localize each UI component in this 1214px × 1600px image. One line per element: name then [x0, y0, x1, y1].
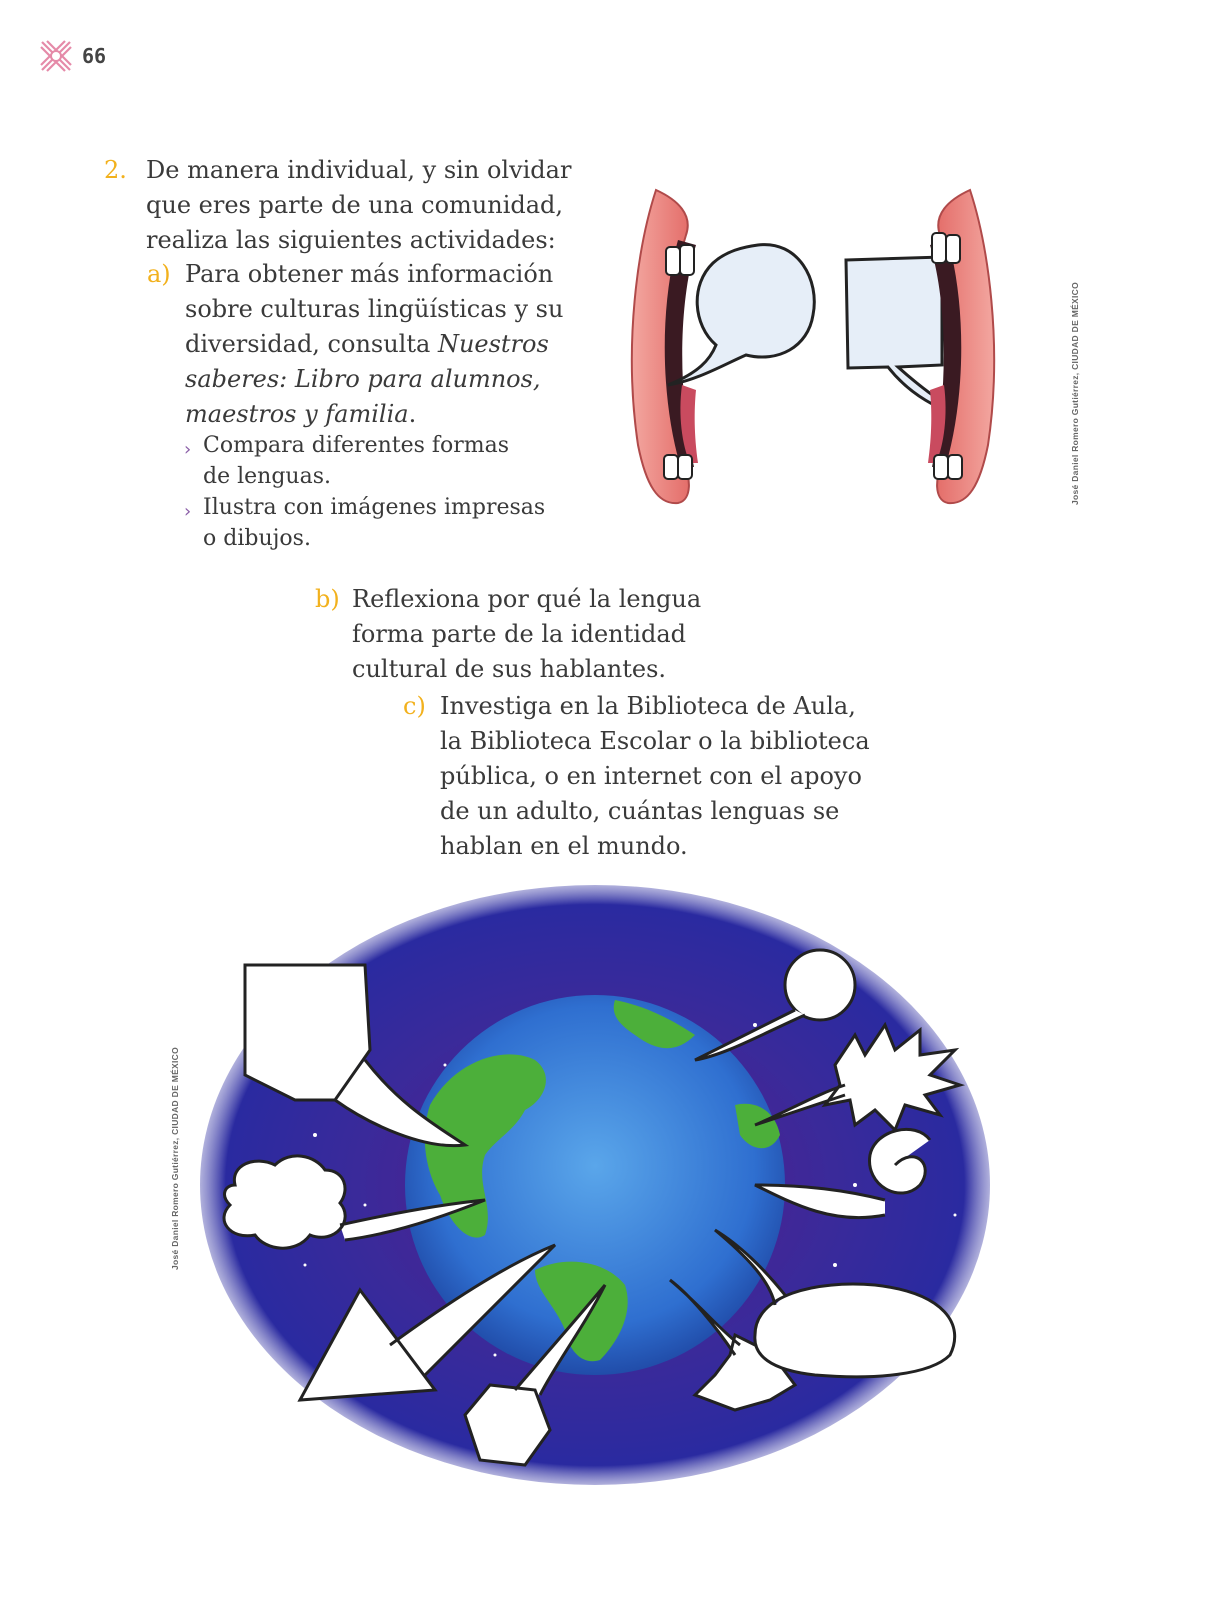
activity-number: 2. [104, 156, 127, 184]
item-c-line: de un adulto, cuántas lenguas se [440, 797, 840, 825]
pink-flower-logo-icon [38, 38, 74, 74]
item-a-line [185, 397, 563, 432]
item-a-line: Para obtener más información [185, 260, 554, 288]
activity-intro [146, 153, 571, 258]
mouths-illustration [598, 185, 1068, 515]
item-c-text [440, 689, 870, 864]
bullet-icon: › [184, 501, 192, 522]
book-title: saberes: Libro para alumnos, [185, 365, 541, 393]
globe-credit: José Daniel Romero Gutiérrez, CIUDAD DE MÉXICO [170, 1046, 180, 1270]
book-title: maestros y familia [185, 400, 409, 428]
item-b-line: Reflexiona por qué la lengua [352, 585, 702, 613]
globe-illustration [195, 885, 995, 1485]
bullet-icon: › [184, 439, 192, 460]
intro-line: que eres parte de una comunidad, [146, 191, 564, 219]
item-c-line: pública, o en internet con el apoyo [440, 762, 862, 790]
item-b-line: forma parte de la identidad [352, 620, 686, 648]
item-c-line: hablan en el mundo. [440, 832, 688, 860]
item-a-marker: a) [147, 260, 171, 288]
left-mouth-icon [632, 190, 698, 503]
item-a-period: . [408, 400, 417, 428]
item-a-line [185, 362, 563, 397]
small-round-bubble-icon [785, 950, 855, 1020]
bullet-item [203, 430, 509, 492]
book-title: Nuestros [437, 330, 549, 358]
bullet-line: o dibujos. [203, 526, 311, 551]
mouths-credit: José Daniel Romero Gutiérrez, CIUDAD DE MÉXICO [1070, 281, 1080, 505]
item-a-text [185, 257, 563, 432]
item-b-marker: b) [315, 585, 340, 613]
item-b-text [352, 582, 701, 687]
item-a-line [185, 327, 563, 362]
item-a-line: sobre culturas lingüísticas y su [185, 295, 564, 323]
bullet-line: Compara diferentes formas [203, 433, 510, 458]
bullet-line: de lenguas. [203, 464, 331, 489]
intro-line: realiza las siguientes actividades: [146, 226, 556, 254]
item-a-plain: diversidad, consulta [185, 330, 438, 358]
page-number: 66 [82, 44, 107, 68]
item-c-marker: c) [403, 692, 426, 720]
item-c-line: Investiga en la Biblioteca de Aula, [440, 692, 856, 720]
item-c-line: la Biblioteca Escolar o la biblioteca [440, 727, 870, 755]
page-header [38, 38, 106, 74]
item-b-line: cultural de sus hablantes. [352, 655, 667, 683]
intro-line: De manera individual, y sin olvidar [146, 156, 572, 184]
bullet-item [203, 492, 545, 554]
bullet-line: Ilustra con imágenes impresas [203, 495, 546, 520]
